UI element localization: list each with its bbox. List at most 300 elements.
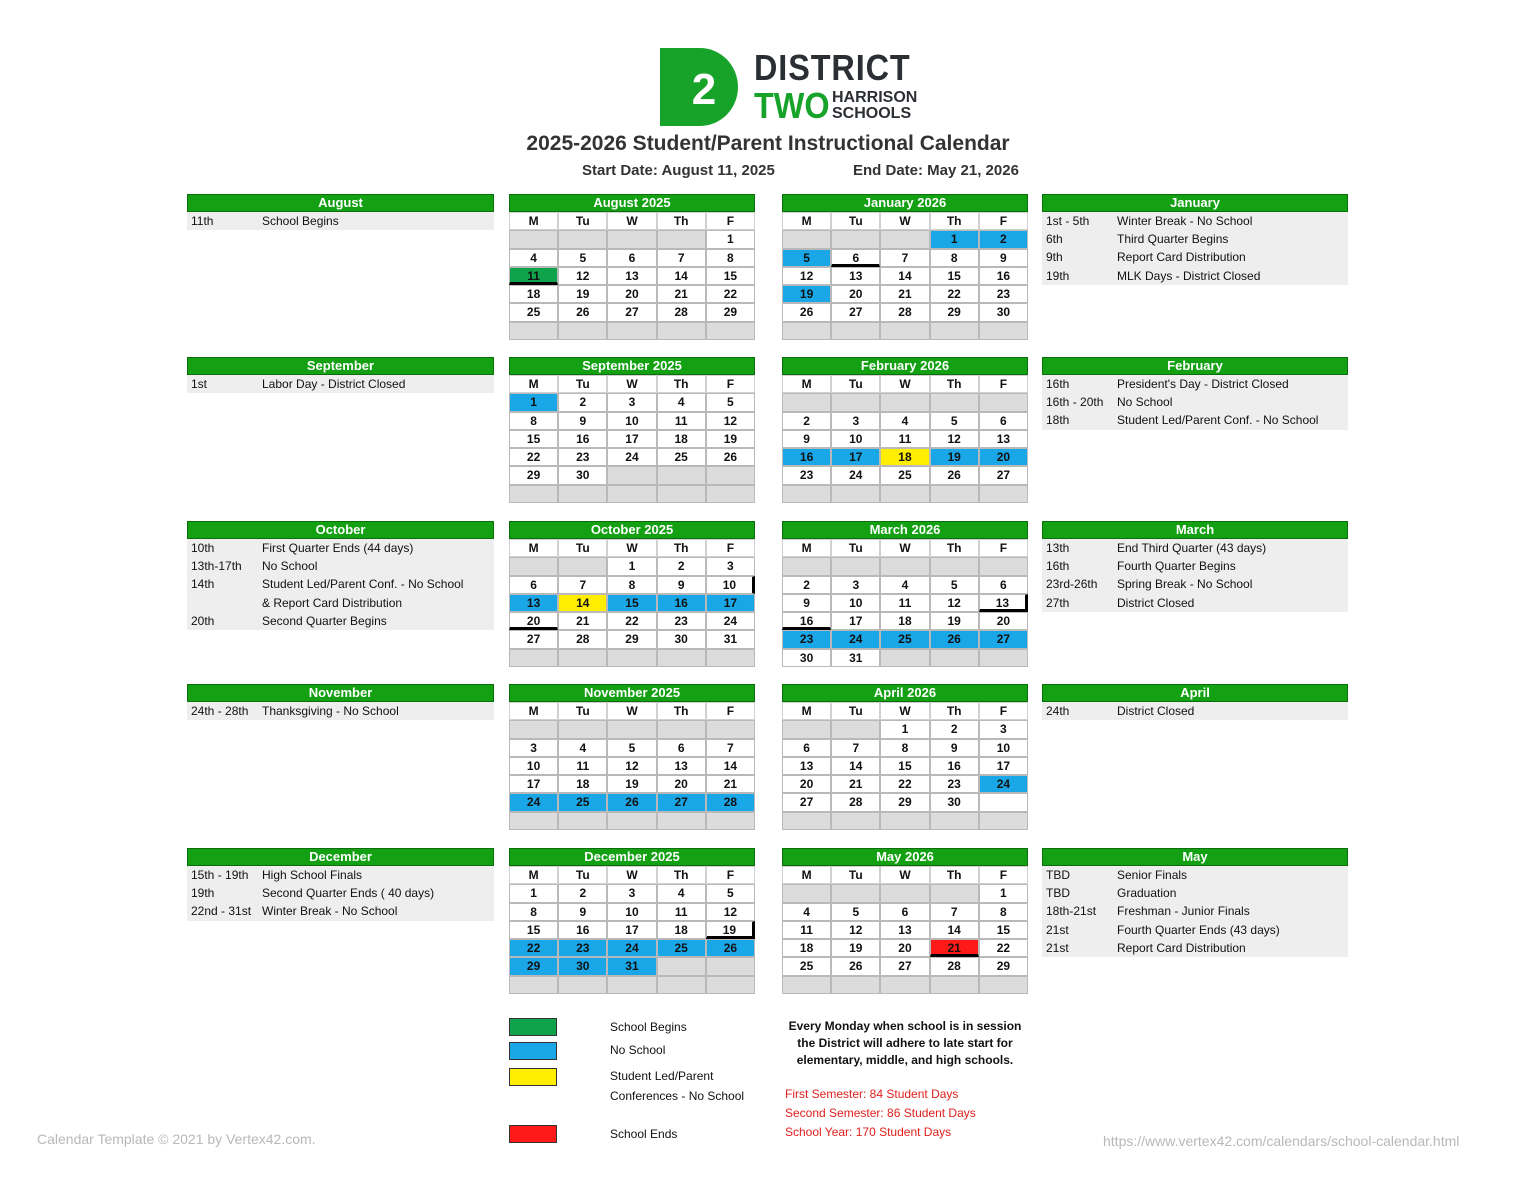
event-text: High School Finals <box>262 868 363 882</box>
month-header: December 2025 <box>509 848 755 866</box>
day-cell: 16 <box>782 612 831 630</box>
day-cell: 18 <box>880 612 929 630</box>
day-cell: 5 <box>706 393 755 411</box>
second-semester-days: Second Semester: 86 Student Days <box>785 1106 976 1120</box>
right-event-list <box>1042 539 1348 612</box>
day-cell: 23 <box>782 466 831 484</box>
day-cell: 11 <box>657 903 706 921</box>
day-cell: 11 <box>880 430 929 448</box>
day-cell: 8 <box>930 249 979 267</box>
day-cell <box>880 393 929 411</box>
day-cell: 5 <box>930 412 979 430</box>
day-cell: 2 <box>979 230 1028 248</box>
day-cell <box>558 230 607 248</box>
day-cell: 16 <box>930 757 979 775</box>
weekday-header: F <box>706 212 755 230</box>
day-cell: 2 <box>930 720 979 738</box>
day-cell <box>979 322 1028 340</box>
legend-label-conferences-1: Student Led/Parent <box>610 1069 714 1083</box>
weekday-header: W <box>880 539 929 557</box>
month-grid <box>509 212 755 358</box>
event-date: 16th <box>1046 559 1070 574</box>
day-cell <box>509 649 558 667</box>
left-event-header: December <box>187 848 494 866</box>
day-cell: 8 <box>509 412 558 430</box>
left-event-list <box>187 212 494 230</box>
day-cell: 29 <box>509 466 558 484</box>
event-row <box>1042 248 1348 266</box>
right-event-header: March <box>1042 521 1348 539</box>
day-cell <box>607 230 656 248</box>
weekday-header: W <box>880 375 929 393</box>
weekday-header: Tu <box>558 539 607 557</box>
month-grid <box>509 702 755 848</box>
day-cell <box>831 393 880 411</box>
day-cell <box>706 976 755 994</box>
day-cell <box>706 466 755 484</box>
right-event-list <box>1042 375 1348 430</box>
event-date: 22nd - 31st <box>191 904 252 919</box>
day-cell: 15 <box>607 594 656 612</box>
day-cell: 2 <box>782 576 831 594</box>
day-cell: 13 <box>657 757 706 775</box>
day-cell: 20 <box>607 285 656 303</box>
weekday-header: Tu <box>831 866 880 884</box>
day-cell: 22 <box>607 612 656 630</box>
day-cell: 1 <box>607 557 656 575</box>
legend-swatch-school-ends <box>509 1125 557 1143</box>
event-row <box>1042 884 1348 902</box>
note-line: the District will adhere to late start for <box>797 1036 1013 1050</box>
day-cell <box>706 649 755 667</box>
event-date: 6th <box>1046 232 1063 247</box>
day-cell: 17 <box>979 757 1028 775</box>
day-cell: 7 <box>657 249 706 267</box>
day-cell: 19 <box>831 939 880 957</box>
day-cell: 5 <box>930 576 979 594</box>
left-event-header: September <box>187 357 494 375</box>
day-cell: 8 <box>880 739 929 757</box>
day-cell <box>831 812 880 830</box>
day-cell <box>930 649 979 667</box>
day-cell: 5 <box>607 739 656 757</box>
day-cell: 25 <box>509 303 558 321</box>
event-date: 19th <box>191 886 215 901</box>
day-cell: 26 <box>607 793 656 811</box>
day-cell <box>558 812 607 830</box>
month-grid <box>509 375 755 521</box>
page-title: 2025-2026 Student/Parent Instructional Calendar <box>526 132 1010 155</box>
day-cell: 29 <box>509 957 558 975</box>
day-cell: 7 <box>706 739 755 757</box>
day-cell: 17 <box>831 612 880 630</box>
day-cell <box>706 957 755 975</box>
day-cell <box>657 322 706 340</box>
event-text: Report Card Distribution <box>1117 250 1246 265</box>
day-cell: 12 <box>831 921 880 939</box>
day-cell: 21 <box>706 775 755 793</box>
day-cell: 1 <box>930 230 979 248</box>
event-row <box>1042 375 1348 393</box>
day-cell: 22 <box>979 939 1028 957</box>
event-text: Second Quarter Ends ( 40 days) <box>262 886 435 901</box>
day-cell <box>509 720 558 738</box>
day-cell <box>930 812 979 830</box>
event-text: District Closed <box>1117 704 1195 718</box>
event-date: 18th <box>1046 413 1070 428</box>
event-date: 14th <box>191 577 215 592</box>
day-cell <box>782 485 831 503</box>
day-cell <box>782 884 831 902</box>
day-cell: 27 <box>607 303 656 321</box>
day-cell: 1 <box>706 230 755 248</box>
weekday-header: Tu <box>558 702 607 720</box>
event-date: 24th <box>1046 704 1070 718</box>
day-cell: 23 <box>558 939 607 957</box>
right-event-header: January <box>1042 194 1348 212</box>
day-cell: 17 <box>607 921 656 939</box>
right-event-header: May <box>1042 848 1348 866</box>
left-event-list <box>187 702 494 720</box>
day-cell: 17 <box>706 594 755 612</box>
day-cell: 15 <box>706 267 755 285</box>
logo-text-two: TWO <box>754 85 830 126</box>
day-cell: 31 <box>831 649 880 667</box>
day-cell: 21 <box>930 939 979 957</box>
day-cell: 10 <box>509 757 558 775</box>
day-cell <box>782 393 831 411</box>
end-date: End Date: May 21, 2026 <box>853 162 1019 179</box>
day-cell: 26 <box>558 303 607 321</box>
event-text: End Third Quarter (43 days) <box>1117 541 1267 555</box>
day-cell: 31 <box>706 630 755 648</box>
right-event-header: April <box>1042 684 1348 702</box>
day-cell <box>558 485 607 503</box>
day-cell: 27 <box>782 793 831 811</box>
day-cell: 18 <box>880 448 929 466</box>
day-cell: 6 <box>831 249 880 267</box>
day-cell: 26 <box>930 466 979 484</box>
day-cell: 23 <box>558 448 607 466</box>
day-cell: 30 <box>782 649 831 667</box>
day-cell <box>509 812 558 830</box>
day-cell: 15 <box>509 921 558 939</box>
day-cell: 24 <box>706 612 755 630</box>
event-text: Graduation <box>1117 886 1177 901</box>
event-row <box>1042 575 1348 593</box>
left-event-list <box>187 539 494 630</box>
weekday-header: Th <box>657 702 706 720</box>
day-cell: 2 <box>782 412 831 430</box>
day-cell: 15 <box>930 267 979 285</box>
day-cell: 1 <box>509 884 558 902</box>
weekday-header: M <box>782 702 831 720</box>
day-cell: 16 <box>657 594 706 612</box>
weekday-header: Tu <box>831 212 880 230</box>
day-cell: 27 <box>880 957 929 975</box>
day-cell: 11 <box>657 412 706 430</box>
day-cell <box>706 322 755 340</box>
event-row <box>1042 557 1348 575</box>
day-cell <box>558 557 607 575</box>
day-cell: 3 <box>831 412 880 430</box>
weekday-header: W <box>607 866 656 884</box>
district-logo <box>660 46 918 128</box>
day-cell: 29 <box>880 793 929 811</box>
day-cell: 3 <box>706 557 755 575</box>
day-cell <box>979 976 1028 994</box>
day-cell: 12 <box>706 412 755 430</box>
day-cell: 27 <box>831 303 880 321</box>
event-date: 15th - 19th <box>191 868 249 882</box>
day-cell <box>607 485 656 503</box>
event-date: 24th - 28th <box>191 704 249 718</box>
day-cell: 2 <box>558 393 607 411</box>
day-cell: 23 <box>930 775 979 793</box>
event-row <box>187 902 494 920</box>
day-cell <box>509 976 558 994</box>
legend-label-school-ends: School Ends <box>610 1127 678 1141</box>
day-cell: 5 <box>558 249 607 267</box>
day-cell: 3 <box>607 393 656 411</box>
day-cell <box>880 976 929 994</box>
event-text: Winter Break - No School <box>262 904 398 919</box>
month-header: November 2025 <box>509 684 755 702</box>
day-cell: 4 <box>657 393 706 411</box>
day-cell: 19 <box>930 612 979 630</box>
day-cell <box>657 812 706 830</box>
event-date: 21st <box>1046 940 1069 955</box>
day-cell: 22 <box>509 448 558 466</box>
weekday-header: Tu <box>558 375 607 393</box>
left-event-list <box>187 375 494 393</box>
day-cell: 30 <box>657 630 706 648</box>
day-cell: 3 <box>509 739 558 757</box>
weekday-header: F <box>979 539 1028 557</box>
weekday-header: M <box>782 866 831 884</box>
day-cell: 12 <box>930 430 979 448</box>
event-date: 1st <box>191 377 208 391</box>
day-cell: 5 <box>706 884 755 902</box>
day-cell: 10 <box>979 739 1028 757</box>
day-cell: 22 <box>509 939 558 957</box>
weekday-header: M <box>782 212 831 230</box>
event-date: 23rd-26th <box>1046 577 1098 592</box>
event-row <box>1042 594 1348 612</box>
day-cell: 18 <box>782 939 831 957</box>
left-event-header: August <box>187 194 494 212</box>
day-cell: 29 <box>607 630 656 648</box>
day-cell <box>831 322 880 340</box>
month-header: September 2025 <box>509 357 755 375</box>
month-header: February 2026 <box>782 357 1028 375</box>
left-event-list <box>187 866 494 921</box>
day-cell: 25 <box>657 448 706 466</box>
day-cell: 25 <box>880 466 929 484</box>
event-row <box>187 539 494 557</box>
day-cell: 30 <box>558 466 607 484</box>
day-cell: 26 <box>706 448 755 466</box>
late-start-note <box>780 1018 1030 1069</box>
day-cell: 11 <box>509 267 558 285</box>
day-cell <box>657 485 706 503</box>
day-cell: 12 <box>930 594 979 612</box>
day-cell: 10 <box>831 594 880 612</box>
day-cell: 7 <box>930 903 979 921</box>
day-cell: 14 <box>930 921 979 939</box>
event-row <box>1042 411 1348 429</box>
event-text: First Quarter Ends (44 days) <box>262 541 414 555</box>
day-cell: 12 <box>607 757 656 775</box>
day-cell: 14 <box>880 267 929 285</box>
event-row <box>1042 267 1348 285</box>
day-cell <box>509 322 558 340</box>
day-cell: 13 <box>509 594 558 612</box>
day-cell: 14 <box>706 757 755 775</box>
day-cell: 1 <box>509 393 558 411</box>
event-date: 18th-21st <box>1046 904 1097 919</box>
day-cell: 23 <box>782 630 831 648</box>
day-cell: 15 <box>509 430 558 448</box>
day-cell: 27 <box>979 466 1028 484</box>
day-cell: 8 <box>509 903 558 921</box>
day-cell <box>782 230 831 248</box>
day-cell: 24 <box>831 466 880 484</box>
event-date: 13th <box>1046 541 1070 555</box>
weekday-header: M <box>509 375 558 393</box>
day-cell: 9 <box>979 249 1028 267</box>
month-grid <box>782 539 1028 685</box>
day-cell <box>979 649 1028 667</box>
day-cell: 19 <box>706 430 755 448</box>
footer-copyright: Calendar Template © 2021 by Vertex42.com. <box>37 1131 316 1147</box>
day-cell <box>831 557 880 575</box>
day-cell <box>657 957 706 975</box>
day-cell: 26 <box>930 630 979 648</box>
weekday-header: Tu <box>558 212 607 230</box>
event-text: & Report Card Distribution <box>262 595 403 610</box>
day-cell: 25 <box>558 793 607 811</box>
day-cell: 5 <box>831 903 880 921</box>
day-cell <box>880 812 929 830</box>
month-header: August 2025 <box>509 194 755 212</box>
day-cell: 24 <box>831 630 880 648</box>
day-cell: 21 <box>831 775 880 793</box>
legend-swatch-school-begins <box>509 1018 557 1036</box>
event-date: 11th <box>191 214 214 228</box>
day-cell: 27 <box>657 793 706 811</box>
day-cell: 11 <box>558 757 607 775</box>
day-cell: 22 <box>706 285 755 303</box>
day-cell <box>607 976 656 994</box>
event-text: Thanksgiving - No School <box>262 704 399 718</box>
day-cell: 28 <box>706 793 755 811</box>
day-cell: 13 <box>831 267 880 285</box>
day-cell: 9 <box>558 903 607 921</box>
day-cell: 10 <box>607 412 656 430</box>
day-cell: 17 <box>509 775 558 793</box>
day-cell: 4 <box>880 576 929 594</box>
day-cell <box>930 322 979 340</box>
day-cell: 20 <box>831 285 880 303</box>
day-cell: 13 <box>782 757 831 775</box>
day-cell: 29 <box>979 957 1028 975</box>
day-cell <box>509 485 558 503</box>
day-cell: 13 <box>979 594 1028 612</box>
day-cell: 18 <box>509 285 558 303</box>
month-grid <box>782 212 1028 358</box>
footer-url[interactable]: https://www.vertex42.com/calendars/school-calendar.html <box>1103 1133 1460 1149</box>
logo-text-harrison: HARRISON <box>832 89 918 106</box>
weekday-header: Th <box>930 539 979 557</box>
day-cell: 24 <box>979 775 1028 793</box>
event-text: President's Day - District Closed <box>1117 377 1289 391</box>
event-row <box>1042 866 1348 884</box>
event-text: No School <box>1117 395 1173 410</box>
event-row <box>1042 539 1348 557</box>
weekday-header: Tu <box>831 702 880 720</box>
month-header: January 2026 <box>782 194 1028 212</box>
day-cell: 22 <box>930 285 979 303</box>
day-cell: 16 <box>782 448 831 466</box>
day-cell <box>880 649 929 667</box>
day-cell: 19 <box>558 285 607 303</box>
day-cell: 2 <box>558 884 607 902</box>
day-cell <box>706 812 755 830</box>
day-cell: 4 <box>880 412 929 430</box>
day-cell: 10 <box>706 576 755 594</box>
event-text: District Closed <box>1117 595 1195 610</box>
day-cell <box>831 884 880 902</box>
event-row <box>187 375 494 393</box>
right-event-list <box>1042 212 1348 285</box>
weekday-header: W <box>607 375 656 393</box>
event-row <box>187 702 494 720</box>
event-text: Senior Finals <box>1117 868 1188 882</box>
day-cell: 21 <box>657 285 706 303</box>
event-text: Spring Break - No School <box>1117 577 1253 592</box>
day-cell: 20 <box>979 612 1028 630</box>
day-cell: 4 <box>509 249 558 267</box>
day-cell: 13 <box>979 430 1028 448</box>
legend-label-no-school: No School <box>610 1043 666 1057</box>
weekday-header: Tu <box>831 539 880 557</box>
day-cell: 9 <box>930 739 979 757</box>
day-cell: 30 <box>558 957 607 975</box>
left-event-header: October <box>187 521 494 539</box>
day-cell <box>782 812 831 830</box>
day-cell <box>831 485 880 503</box>
day-cell: 6 <box>979 412 1028 430</box>
day-cell: 14 <box>558 594 607 612</box>
day-cell: 24 <box>607 939 656 957</box>
legend-label-conferences-2: Conferences - No School <box>610 1089 745 1103</box>
svg-text:2: 2 <box>691 65 717 114</box>
day-cell <box>880 230 929 248</box>
weekday-header: M <box>509 539 558 557</box>
day-cell: 9 <box>782 594 831 612</box>
weekday-header: Th <box>930 866 979 884</box>
weekday-header: W <box>607 539 656 557</box>
legend-swatch-no-school <box>509 1042 557 1060</box>
month-header: October 2025 <box>509 521 755 539</box>
event-date: 19th <box>1046 268 1070 283</box>
day-cell: 19 <box>607 775 656 793</box>
event-text: Second Quarter Begins <box>262 613 387 628</box>
day-cell <box>782 557 831 575</box>
day-cell: 21 <box>558 612 607 630</box>
day-cell: 1 <box>979 884 1028 902</box>
